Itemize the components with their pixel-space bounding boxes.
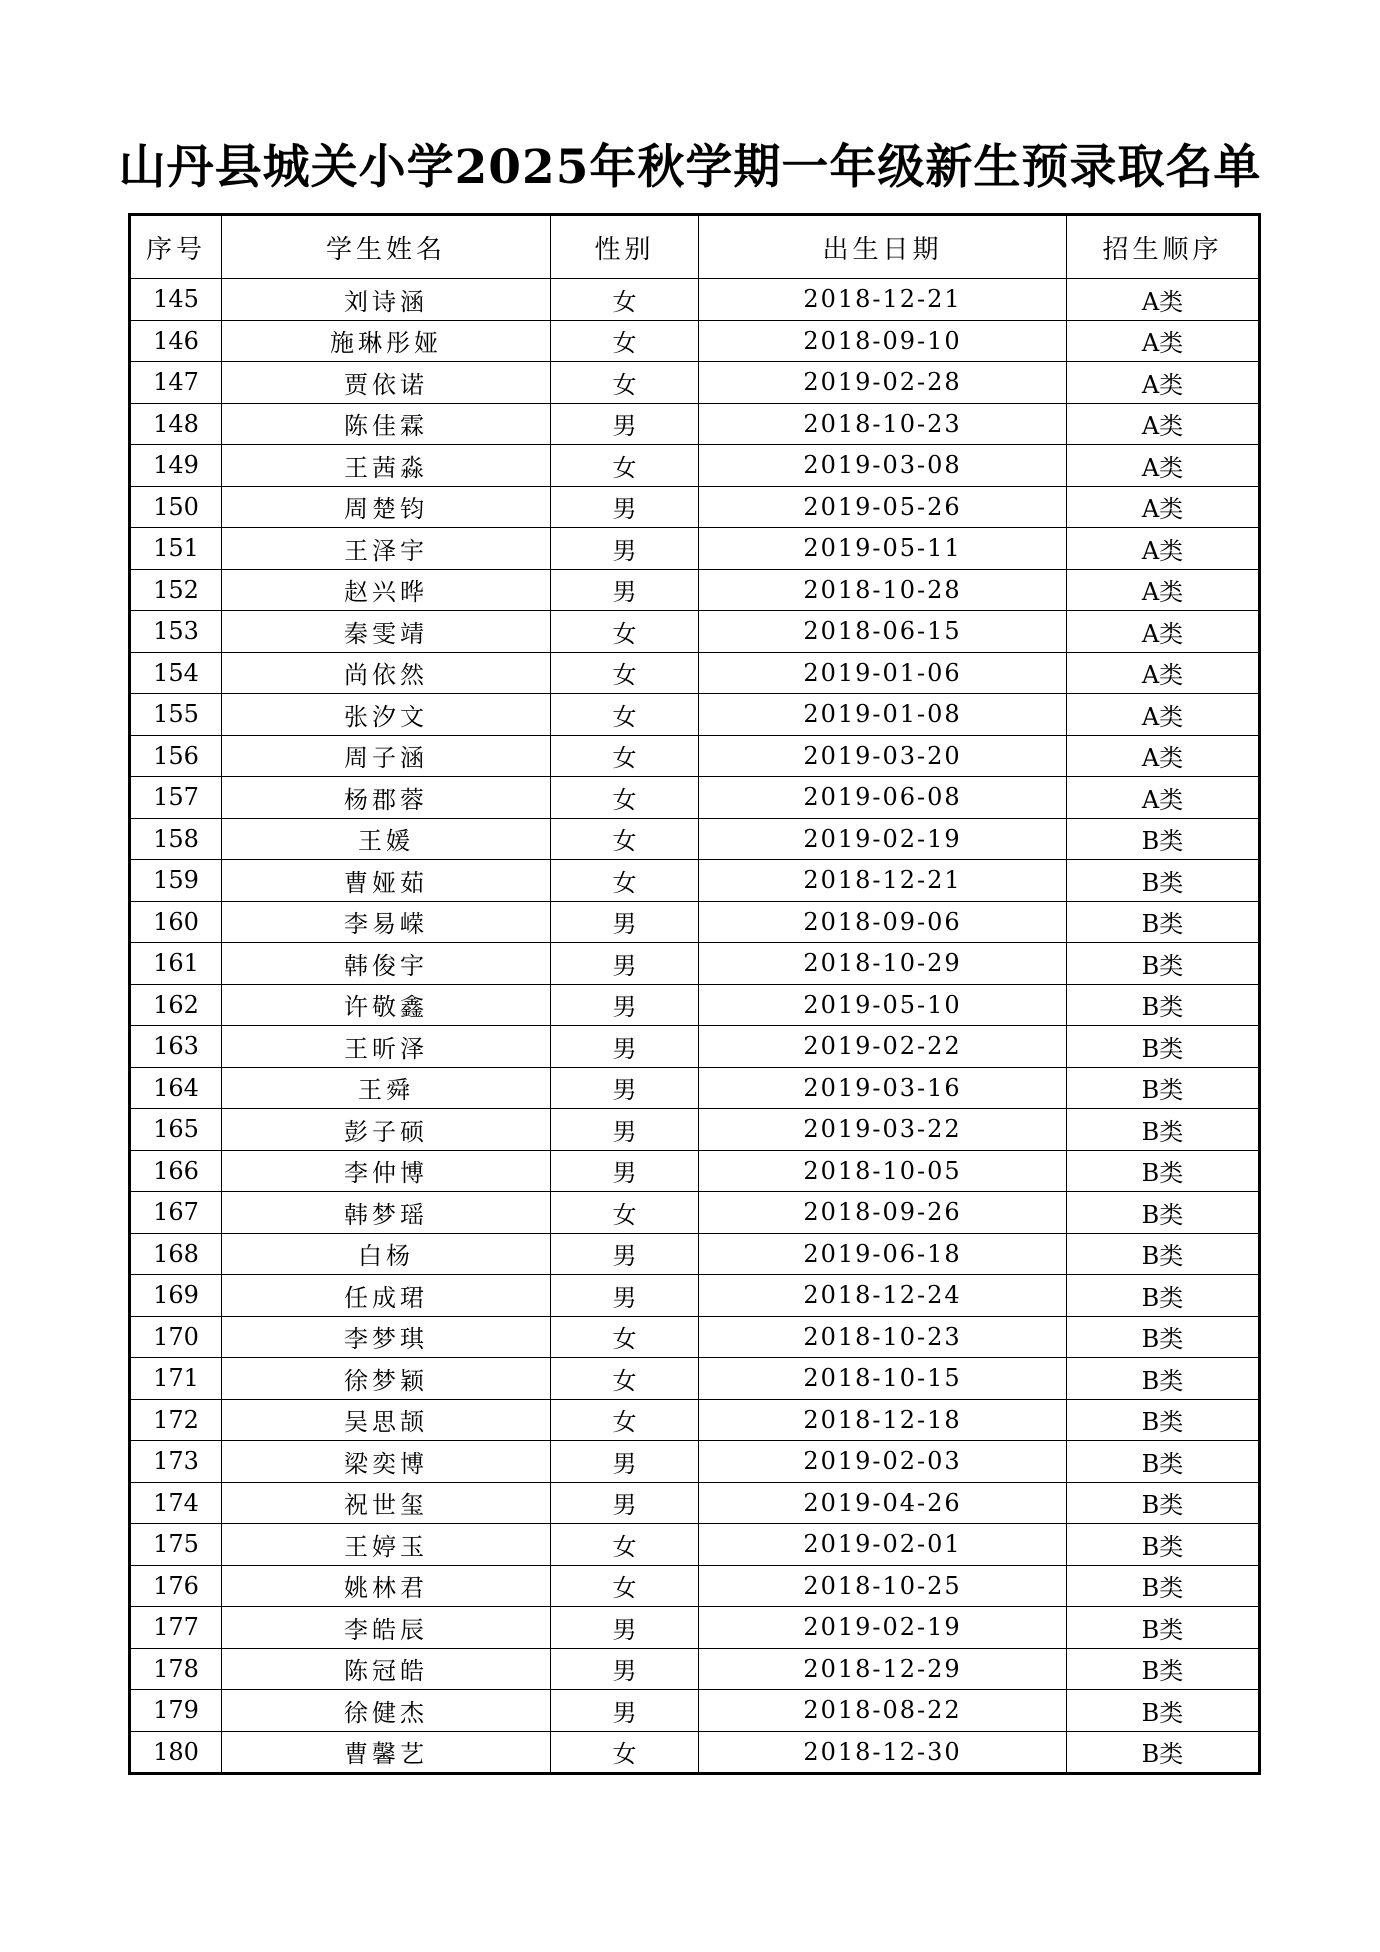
cell-birth-date: 2018-06-15 xyxy=(699,611,1067,653)
cell-gender: 男 xyxy=(551,569,699,611)
cell-name: 周楚钧 xyxy=(222,486,551,528)
cell-admission-order: B类 xyxy=(1067,1192,1260,1234)
cell-index: 149 xyxy=(130,445,222,487)
cell-gender: 男 xyxy=(551,403,699,445)
cell-gender: 女 xyxy=(551,777,699,819)
cell-gender: 男 xyxy=(551,901,699,943)
cell-admission-order: A类 xyxy=(1067,403,1260,445)
table-row xyxy=(130,611,1260,653)
cell-index: 178 xyxy=(130,1648,222,1690)
cell-admission-order: A类 xyxy=(1067,445,1260,487)
cell-index: 176 xyxy=(130,1565,222,1607)
cell-name: 赵兴晔 xyxy=(222,569,551,611)
cell-name: 许敬鑫 xyxy=(222,984,551,1026)
table-row xyxy=(130,1026,1260,1068)
cell-birth-date: 2019-03-20 xyxy=(699,735,1067,777)
cell-name: 姚林君 xyxy=(222,1565,551,1607)
cell-name: 刘诗涵 xyxy=(222,279,551,321)
cell-admission-order: A类 xyxy=(1067,652,1260,694)
cell-index: 161 xyxy=(130,943,222,985)
cell-gender: 女 xyxy=(551,860,699,902)
table-row xyxy=(130,777,1260,819)
header-index: 序号 xyxy=(130,215,222,279)
cell-index: 152 xyxy=(130,569,222,611)
cell-name: 李仲博 xyxy=(222,1150,551,1192)
cell-name: 徐梦颖 xyxy=(222,1358,551,1400)
cell-admission-order: A类 xyxy=(1067,694,1260,736)
cell-birth-date: 2018-12-29 xyxy=(699,1648,1067,1690)
cell-admission-order: B类 xyxy=(1067,943,1260,985)
cell-admission-order: A类 xyxy=(1067,279,1260,321)
cell-birth-date: 2019-01-06 xyxy=(699,652,1067,694)
table-row xyxy=(130,1150,1260,1192)
cell-admission-order: B类 xyxy=(1067,1316,1260,1358)
cell-birth-date: 2019-02-19 xyxy=(699,818,1067,860)
table-row xyxy=(130,1192,1260,1234)
cell-birth-date: 2019-02-19 xyxy=(699,1607,1067,1649)
cell-birth-date: 2018-12-30 xyxy=(699,1731,1067,1774)
cell-gender: 男 xyxy=(551,984,699,1026)
cell-admission-order: A类 xyxy=(1067,486,1260,528)
cell-gender: 女 xyxy=(551,362,699,404)
header-name: 学生姓名 xyxy=(222,215,551,279)
cell-gender: 男 xyxy=(551,1026,699,1068)
cell-index: 172 xyxy=(130,1399,222,1441)
header-birth-date: 出生日期 xyxy=(699,215,1067,279)
cell-gender: 女 xyxy=(551,1731,699,1774)
cell-index: 179 xyxy=(130,1690,222,1732)
cell-index: 162 xyxy=(130,984,222,1026)
table-row xyxy=(130,1441,1260,1483)
cell-index: 146 xyxy=(130,320,222,362)
cell-name: 王昕泽 xyxy=(222,1026,551,1068)
cell-admission-order: B类 xyxy=(1067,1026,1260,1068)
cell-index: 153 xyxy=(130,611,222,653)
cell-name: 王婷玉 xyxy=(222,1524,551,1566)
cell-birth-date: 2018-12-24 xyxy=(699,1275,1067,1317)
cell-gender: 男 xyxy=(551,1441,699,1483)
cell-index: 155 xyxy=(130,694,222,736)
table-body xyxy=(130,279,1260,1774)
cell-name: 李皓辰 xyxy=(222,1607,551,1649)
cell-index: 173 xyxy=(130,1441,222,1483)
header-admission-order: 招生顺序 xyxy=(1067,215,1260,279)
cell-admission-order: B类 xyxy=(1067,1109,1260,1151)
cell-birth-date: 2019-02-03 xyxy=(699,1441,1067,1483)
header-gender: 性别 xyxy=(551,215,699,279)
table-row xyxy=(130,1275,1260,1317)
cell-name: 曹馨艺 xyxy=(222,1731,551,1774)
cell-birth-date: 2019-05-26 xyxy=(699,486,1067,528)
cell-admission-order: B类 xyxy=(1067,1233,1260,1275)
cell-admission-order: B类 xyxy=(1067,1358,1260,1400)
cell-name: 王泽宇 xyxy=(222,528,551,570)
cell-gender: 女 xyxy=(551,1316,699,1358)
cell-admission-order: B类 xyxy=(1067,1399,1260,1441)
cell-gender: 男 xyxy=(551,1275,699,1317)
cell-birth-date: 2018-10-23 xyxy=(699,1316,1067,1358)
cell-name: 陈冠皓 xyxy=(222,1648,551,1690)
cell-gender: 女 xyxy=(551,694,699,736)
cell-gender: 女 xyxy=(551,1565,699,1607)
cell-birth-date: 2019-06-08 xyxy=(699,777,1067,819)
cell-admission-order: B类 xyxy=(1067,1690,1260,1732)
cell-name: 李易嵘 xyxy=(222,901,551,943)
cell-birth-date: 2019-02-22 xyxy=(699,1026,1067,1068)
cell-birth-date: 2018-12-21 xyxy=(699,279,1067,321)
cell-admission-order: A类 xyxy=(1067,528,1260,570)
cell-index: 164 xyxy=(130,1067,222,1109)
cell-admission-order: A类 xyxy=(1067,320,1260,362)
table-row xyxy=(130,1648,1260,1690)
cell-index: 157 xyxy=(130,777,222,819)
cell-gender: 女 xyxy=(551,1399,699,1441)
cell-name: 周子涵 xyxy=(222,735,551,777)
table-row xyxy=(130,1565,1260,1607)
cell-birth-date: 2018-12-21 xyxy=(699,860,1067,902)
cell-name: 张汐文 xyxy=(222,694,551,736)
cell-birth-date: 2019-05-11 xyxy=(699,528,1067,570)
cell-birth-date: 2018-09-06 xyxy=(699,901,1067,943)
cell-gender: 男 xyxy=(551,1690,699,1732)
cell-admission-order: B类 xyxy=(1067,1524,1260,1566)
cell-gender: 女 xyxy=(551,279,699,321)
cell-birth-date: 2019-04-26 xyxy=(699,1482,1067,1524)
table-row xyxy=(130,735,1260,777)
cell-name: 白杨 xyxy=(222,1233,551,1275)
cell-gender: 女 xyxy=(551,1524,699,1566)
cell-name: 王媛 xyxy=(222,818,551,860)
table-row xyxy=(130,1109,1260,1151)
cell-index: 167 xyxy=(130,1192,222,1234)
cell-birth-date: 2018-09-10 xyxy=(699,320,1067,362)
admission-table xyxy=(128,213,1261,1775)
table-row xyxy=(130,901,1260,943)
cell-name: 王茜淼 xyxy=(222,445,551,487)
table-row xyxy=(130,1316,1260,1358)
cell-name: 吴思颉 xyxy=(222,1399,551,1441)
table-row xyxy=(130,984,1260,1026)
table-row xyxy=(130,1482,1260,1524)
table-row xyxy=(130,1358,1260,1400)
cell-gender: 女 xyxy=(551,652,699,694)
cell-admission-order: B类 xyxy=(1067,1441,1260,1483)
table-row xyxy=(130,1690,1260,1732)
header-row xyxy=(130,215,1260,279)
cell-admission-order: B类 xyxy=(1067,1607,1260,1649)
table-row xyxy=(130,279,1260,321)
cell-birth-date: 2018-10-05 xyxy=(699,1150,1067,1192)
cell-name: 施琳彤娅 xyxy=(222,320,551,362)
cell-index: 147 xyxy=(130,362,222,404)
cell-birth-date: 2019-06-18 xyxy=(699,1233,1067,1275)
cell-gender: 女 xyxy=(551,1358,699,1400)
table-row xyxy=(130,569,1260,611)
cell-index: 175 xyxy=(130,1524,222,1566)
cell-birth-date: 2018-08-22 xyxy=(699,1690,1067,1732)
cell-index: 160 xyxy=(130,901,222,943)
cell-index: 165 xyxy=(130,1109,222,1151)
cell-name: 祝世玺 xyxy=(222,1482,551,1524)
cell-gender: 男 xyxy=(551,1233,699,1275)
cell-index: 166 xyxy=(130,1150,222,1192)
cell-birth-date: 2018-10-23 xyxy=(699,403,1067,445)
cell-admission-order: B类 xyxy=(1067,1275,1260,1317)
cell-birth-date: 2018-09-26 xyxy=(699,1192,1067,1234)
cell-admission-order: B类 xyxy=(1067,1482,1260,1524)
table-row xyxy=(130,362,1260,404)
cell-gender: 女 xyxy=(551,320,699,362)
cell-admission-order: A类 xyxy=(1067,735,1260,777)
cell-admission-order: A类 xyxy=(1067,611,1260,653)
table-row xyxy=(130,486,1260,528)
cell-birth-date: 2018-10-28 xyxy=(699,569,1067,611)
cell-index: 159 xyxy=(130,860,222,902)
cell-birth-date: 2019-03-16 xyxy=(699,1067,1067,1109)
cell-birth-date: 2018-10-25 xyxy=(699,1565,1067,1607)
cell-index: 145 xyxy=(130,279,222,321)
cell-gender: 男 xyxy=(551,1067,699,1109)
cell-name: 梁奕博 xyxy=(222,1441,551,1483)
table-row xyxy=(130,1067,1260,1109)
cell-index: 177 xyxy=(130,1607,222,1649)
cell-index: 171 xyxy=(130,1358,222,1400)
cell-name: 韩梦瑶 xyxy=(222,1192,551,1234)
table-row xyxy=(130,1399,1260,1441)
table-row xyxy=(130,445,1260,487)
cell-name: 杨郡蓉 xyxy=(222,777,551,819)
table-row xyxy=(130,818,1260,860)
cell-name: 秦雯靖 xyxy=(222,611,551,653)
cell-birth-date: 2019-05-10 xyxy=(699,984,1067,1026)
table-row xyxy=(130,1233,1260,1275)
cell-gender: 女 xyxy=(551,818,699,860)
cell-admission-order: B类 xyxy=(1067,860,1260,902)
table-row xyxy=(130,860,1260,902)
table-row xyxy=(130,943,1260,985)
cell-admission-order: B类 xyxy=(1067,1648,1260,1690)
cell-name: 曹娅茹 xyxy=(222,860,551,902)
cell-index: 174 xyxy=(130,1482,222,1524)
cell-gender: 女 xyxy=(551,445,699,487)
cell-name: 彭子硕 xyxy=(222,1109,551,1151)
cell-gender: 男 xyxy=(551,528,699,570)
cell-index: 168 xyxy=(130,1233,222,1275)
cell-name: 任成珺 xyxy=(222,1275,551,1317)
cell-name: 李梦琪 xyxy=(222,1316,551,1358)
cell-admission-order: B类 xyxy=(1067,984,1260,1026)
cell-index: 163 xyxy=(130,1026,222,1068)
cell-name: 尚依然 xyxy=(222,652,551,694)
cell-index: 169 xyxy=(130,1275,222,1317)
cell-admission-order: B类 xyxy=(1067,1565,1260,1607)
cell-birth-date: 2019-03-08 xyxy=(699,445,1067,487)
cell-index: 170 xyxy=(130,1316,222,1358)
cell-birth-date: 2018-12-18 xyxy=(699,1399,1067,1441)
cell-admission-order: A类 xyxy=(1067,777,1260,819)
table-header xyxy=(130,215,1260,279)
table-row xyxy=(130,694,1260,736)
cell-name: 贾依诺 xyxy=(222,362,551,404)
cell-index: 156 xyxy=(130,735,222,777)
cell-admission-order: B类 xyxy=(1067,1731,1260,1774)
cell-gender: 男 xyxy=(551,1482,699,1524)
cell-gender: 女 xyxy=(551,735,699,777)
cell-admission-order: A类 xyxy=(1067,569,1260,611)
page-title: 山丹县城关小学2025年秋学期一年级新生预录取名单 xyxy=(118,140,1262,195)
cell-index: 154 xyxy=(130,652,222,694)
cell-name: 徐健杰 xyxy=(222,1690,551,1732)
cell-birth-date: 2019-02-28 xyxy=(699,362,1067,404)
table-row xyxy=(130,1524,1260,1566)
cell-admission-order: B类 xyxy=(1067,901,1260,943)
cell-name: 王舜 xyxy=(222,1067,551,1109)
cell-index: 150 xyxy=(130,486,222,528)
cell-admission-order: B类 xyxy=(1067,1150,1260,1192)
table-row xyxy=(130,1607,1260,1649)
cell-admission-order: B类 xyxy=(1067,1067,1260,1109)
table-row xyxy=(130,320,1260,362)
cell-admission-order: B类 xyxy=(1067,818,1260,860)
cell-birth-date: 2018-10-29 xyxy=(699,943,1067,985)
cell-index: 151 xyxy=(130,528,222,570)
table-row xyxy=(130,528,1260,570)
cell-gender: 男 xyxy=(551,1150,699,1192)
cell-gender: 女 xyxy=(551,1192,699,1234)
cell-gender: 男 xyxy=(551,1109,699,1151)
cell-index: 180 xyxy=(130,1731,222,1774)
cell-index: 148 xyxy=(130,403,222,445)
table-row xyxy=(130,1731,1260,1774)
cell-birth-date: 2019-01-08 xyxy=(699,694,1067,736)
cell-gender: 男 xyxy=(551,486,699,528)
cell-birth-date: 2019-03-22 xyxy=(699,1109,1067,1151)
cell-index: 158 xyxy=(130,818,222,860)
cell-admission-order: A类 xyxy=(1067,362,1260,404)
cell-gender: 男 xyxy=(551,1607,699,1649)
cell-name: 韩俊宇 xyxy=(222,943,551,985)
cell-birth-date: 2018-10-15 xyxy=(699,1358,1067,1400)
cell-name: 陈佳霖 xyxy=(222,403,551,445)
table-row xyxy=(130,652,1260,694)
cell-gender: 男 xyxy=(551,1648,699,1690)
cell-gender: 男 xyxy=(551,943,699,985)
table-row xyxy=(130,403,1260,445)
cell-gender: 女 xyxy=(551,611,699,653)
cell-birth-date: 2019-02-01 xyxy=(699,1524,1067,1566)
